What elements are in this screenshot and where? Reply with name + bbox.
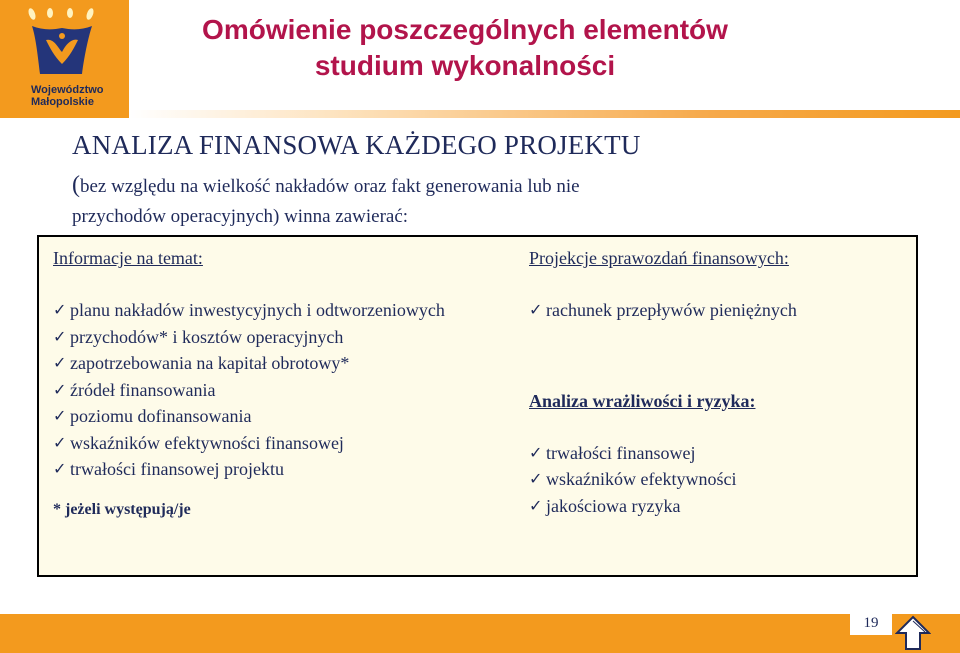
- checkmark-icon: ✓: [53, 406, 67, 425]
- list-item: ✓ jakościowa ryzyka: [529, 493, 909, 520]
- list-item: ✓ wskaźników efektywności: [529, 466, 909, 493]
- intro-open-paren: (: [72, 172, 80, 198]
- checkmark-icon: ✓: [529, 300, 543, 319]
- risk-checklist: [529, 440, 909, 520]
- footnote: * jeżeli występują/je: [53, 500, 191, 518]
- list-item: ✓ trwałości finansowej: [529, 440, 909, 467]
- header-gradient-rule: [129, 110, 960, 118]
- projections-header: Projekcje sprawozdań finansowych:: [529, 248, 789, 268]
- checkmark-icon: ✓: [529, 469, 543, 488]
- logo-block: [0, 0, 129, 118]
- projections-checklist: [529, 297, 909, 324]
- slide-title: [150, 12, 780, 84]
- list-item: ✓ przychodów* i kosztów operacyjnych: [53, 324, 493, 351]
- footer-bar: [0, 614, 960, 653]
- checkmark-icon: ✓: [53, 459, 67, 478]
- left-checklist: [53, 297, 493, 483]
- checkmark-icon: ✓: [53, 432, 67, 452]
- checkmark-icon: ✓: [53, 300, 67, 319]
- left-column: [53, 245, 493, 521]
- checkmark-icon: ✓: [529, 442, 543, 462]
- list-item: ✓ źródeł finansowania: [53, 377, 493, 404]
- page-number: 19: [850, 611, 892, 635]
- slide-title-line-1: Omówienie poszczególnych elementów: [202, 14, 728, 45]
- list-item: ✓ rachunek przepływów pieniężnych: [529, 297, 909, 324]
- list-item: ✓ zapotrzebowania na kapitał obrotowy*: [53, 350, 493, 377]
- intro-paragraph: [72, 170, 812, 232]
- intro-text-1: bez względu na wielkość nakładów oraz fakt generowania lub nie: [80, 176, 580, 197]
- risk-header: Analiza wrażliwości i ryzyka:: [529, 390, 756, 411]
- checkmark-icon: ✓: [529, 495, 543, 515]
- brand-line-2: Małopolskie: [31, 96, 94, 108]
- section-heading: ANALIZA FINANSOWA KAŻDEGO PROJEKTU: [72, 130, 641, 160]
- checkmark-icon: ✓: [53, 379, 67, 399]
- brand-line-1: Województwo: [31, 84, 104, 96]
- checkmark-icon: ✓: [53, 353, 67, 372]
- list-item: ✓ trwałości finansowej projektu: [53, 456, 493, 483]
- checkmark-icon: ✓: [53, 326, 67, 346]
- left-column-header: Informacje na temat:: [53, 248, 203, 268]
- right-column: [529, 245, 909, 519]
- list-item: ✓ poziomu dofinansowania: [53, 403, 493, 430]
- up-arrow-icon[interactable]: [895, 615, 931, 651]
- list-item: ✓ wskaźników efektywności finansowej: [53, 430, 493, 457]
- malopolska-crown-logo-icon: [26, 8, 102, 82]
- brand-wordmark: [31, 84, 104, 108]
- content-panel: [37, 235, 918, 577]
- slide-title-line-2: studium wykonalności: [314, 50, 616, 81]
- intro-text-2: przychodów operacyjnych) winna zawierać:: [72, 206, 409, 227]
- list-item: ✓ planu nakładów inwestycyjnych i odtworzeniowych: [53, 297, 493, 324]
